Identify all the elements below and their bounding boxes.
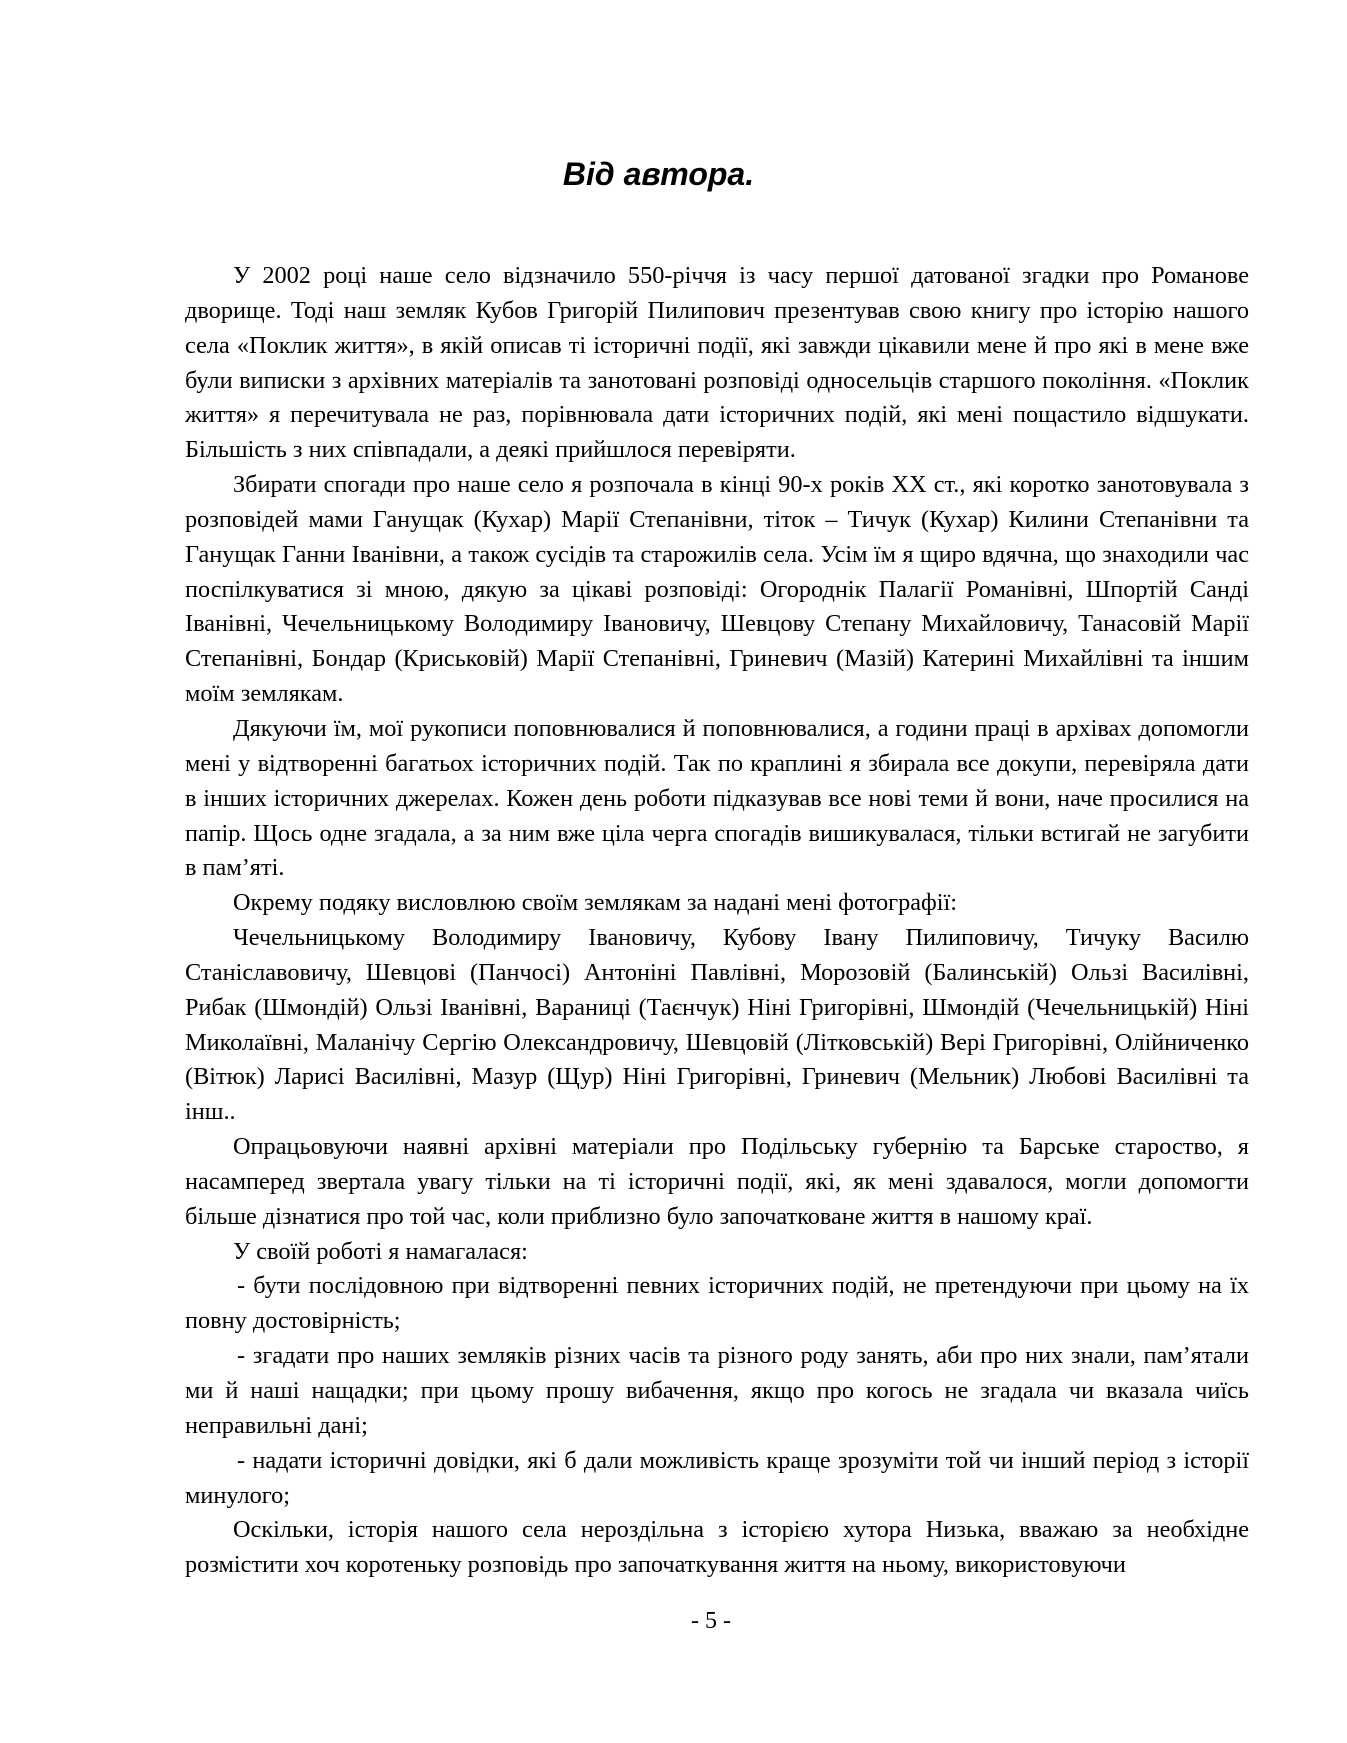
list-item: - згадати про наших земляків різних часів та різного роду занять, аби про них знали, пам’ятали ми й наші нащадки; при цьому прошу вибачення, якщо про когось не згадала чи вказала чиїсь неправильні дані; [185, 1342, 1249, 1439]
list-item: - надати історичні довідки, які б дали можливість краще зрозуміти той чи інший період з історії минулого; [185, 1446, 1249, 1509]
paragraph: Збирати спогади про наше село я розпочала в кінці 90-х років ХХ ст., які коротко занотовувала з розповідей мами Ганущак (Кухар) Марії Степанівни, тіток – Тичук (Кухар) Килини Степанівни та Ганущак Ганни Іванівни, а також сусідів та старожилів села. Усім їм я щиро вдячна, що знаходили час поспілкуватися зі мною, дякую за цікаві розповіді: Огороднік Палагії Романівні, Шпортій Санді Іванівні, Чечельницькому Володимиру Івановичу, Шевцову Степану Михайловичу, Танасовій Марії Степанівні, Бондар (Криськовій) Марії Степанівні, Гриневич (Мазій) Катерині Михайлівні та іншим моїм землякам. [185, 471, 1249, 708]
body-text [185, 259, 1249, 1583]
page-number: - 5 - [691, 1608, 731, 1634]
paragraph: Чечельницькому Володимиру Івановичу, Кубову Івану Пилиповичу, Тичуку Василю Станіславовичу, Шевцові (Панчосі) Антоніні Павлівні, Морозовій (Балинській) Ользі Василівні, Рибак (Шмондій) Ользі Іванівні, Вараниці (Таєнчук) Ніні Григорівні, Шмондій (Чечельницькій) Ніні Миколаївні, Маланічу Сергію Олександровичу, Шевцовій (Літковській) Вері Григорівні, Олійниченко (Вітюк) Ларисі Василівні, Мазур (Щур) Ніні Григорівні, Гриневич (Мельник) Любові Василівні та інш.. [185, 924, 1249, 1126]
paragraph: Окрему подяку висловлюю своїм землякам за надані мені фотографії: [233, 889, 958, 917]
paragraph: У своїй роботі я намагалася: [233, 1237, 528, 1265]
paragraph: У 2002 році наше село відзначило 550-річчя із часу першої датованої згадки про Романове дворище. Тоді наш земляк Кубов Григорій Пилипович презентував свою книгу про історію нашого села «Поклик життя», в якій описав ті історичні події, які завжди цікавили мене й про які в мене вже були виписки з архівних матеріалів та занотовані розповіді односельців старшого покоління. «Поклик життя» я перечитувала не раз, порівнювала дати історичних подій, які мені пощастило відшукати. Більшість з них співпадали, а деякі прийшлося перевіряти. [185, 262, 1249, 464]
page-title: Від автора. [562, 156, 755, 192]
paragraph: Дякуючи їм, мої рукописи поповнювалися й поповнювалися, а години праці в архівах допомогли мені у відтворенні багатьох історичних подій. Так по краплині я збирала все докупи, перевіряла дати в інших історичних джерелах. Кожен день роботи підказував все нові теми й вони, наче просилися на папір. Щось одне згадала, а за ним вже ціла черга спогадів вишикувалася, тільки встигай не загубити в пам’яті. [185, 714, 1249, 882]
paragraph: Опрацьовуючи наявні архівні матеріали про Подільську губернію та Барське староство, я насамперед звертала увагу тільки на ті історичні події, які, як мені здавалося, могли допомогти більше дізнатися про той час, коли приблизно було започатковане життя в нашому краї. [185, 1133, 1249, 1230]
paragraph: Оскільки, історія нашого села нероздільна з історією хутора Низька, вважаю за необхідне розмістити хоч коротеньку розповідь про започаткування життя на ньому, використовуючи [185, 1516, 1249, 1579]
list-item: - бути послідовною при відтворенні певних історичних подій, не претендуючи при цьому на їх повну достовірність; [185, 1272, 1249, 1335]
